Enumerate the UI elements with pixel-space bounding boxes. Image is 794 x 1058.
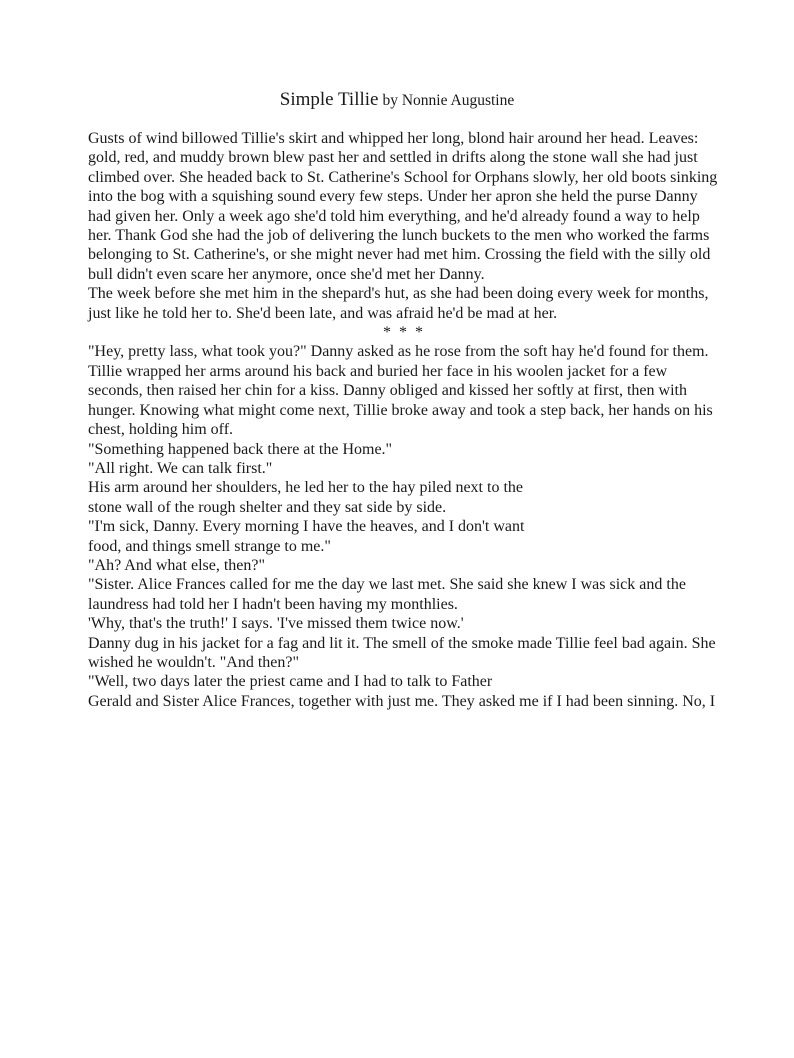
- paragraph: Tillie wrapped her arms around his back and buried her face in his woolen jacket for a few seconds, then raised her chin for a kiss. Danny obliged and kissed her softly at first, then with hunger. Knowing what might come next, Tillie broke away and took a step back, her hands on his chest, holding him off.: [88, 362, 713, 439]
- paragraph: food, and things smell strange to me.": [88, 537, 331, 555]
- paragraph: "All right. We can talk first.": [88, 459, 273, 477]
- section-separator: * * *: [383, 324, 425, 342]
- paragraph: "Hey, pretty lass, what took you?" Danny asked as he rose from the soft hay he'd found for them.: [88, 343, 709, 361]
- story-body: [88, 129, 720, 711]
- paragraph: "I'm sick, Danny. Every morning I have the heaves, and I don't want: [88, 518, 525, 536]
- paragraph: The week before she met him in the shepard's hut, as she had been doing every week for months, just like he told her to. She'd been late, and was afraid he'd be mad at her.: [88, 285, 709, 322]
- story-title: Simple Tillie: [279, 89, 379, 110]
- author-byline: by Nonnie Augustine: [382, 92, 515, 109]
- paragraph: Gerald and Sister Alice Frances, together with just me. They asked me if I had been sinning. No, I: [88, 692, 716, 710]
- paragraph: Danny dug in his jacket for a fag and lit it. The smell of the smoke made Tillie feel bad again. She wished he wouldn't. "And then?": [88, 634, 716, 671]
- paragraph: "Sister. Alice Frances called for me the day we last met. She said she knew I was sick and the laundress had told her I hadn't been having my monthlies.: [88, 576, 686, 613]
- paragraph: "Well, two days later the priest came and I had to talk to Father: [88, 673, 493, 691]
- paragraph: 'Why, that's the truth!' I says. 'I've missed them twice now.': [88, 615, 464, 633]
- paragraph: Gusts of wind billowed Tillie's skirt and whipped her long, blond hair around her head. Leaves: gold, red, and muddy brown blew past her and settled in drifts along the stone wall she had just climbed over. She headed back to St. Catherine's School for Orphans slowly, her old boots sinking into the bog with a squishing sound every few steps. Under her apron she held the purse Danny had given her. Only a week ago she'd told him everything, and he'd already found a way to help her. Thank God she had the job of delivering the lunch buckets to the men who worked the farms belonging to St. Catherine's, or she might never had met him. Crossing the field with the silly old bull didn't even scare her anymore, once she'd met her Danny.: [88, 130, 718, 283]
- paragraph: His arm around her shoulders, he led her to the hay piled next to the: [88, 479, 523, 497]
- paragraph: "Ah? And what else, then?": [88, 556, 266, 574]
- paragraph: stone wall of the rough shelter and they sat side by side.: [88, 498, 447, 516]
- paragraph: "Something happened back there at the Home.": [88, 440, 393, 458]
- document-title: [0, 88, 794, 113]
